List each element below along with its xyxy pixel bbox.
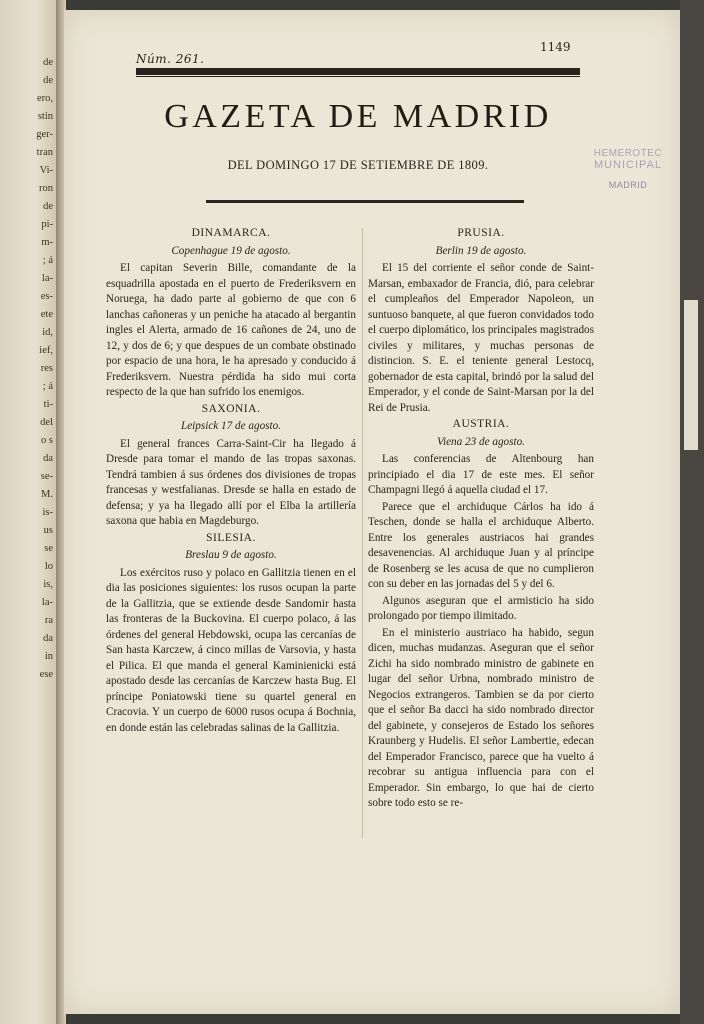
section-dateline: Copenhague 19 de agosto. [171, 244, 291, 257]
column-divider [362, 228, 363, 838]
section-heading: SAXONIA. [201, 402, 261, 415]
section-dateline: Leipsick 17 de agosto. [180, 420, 282, 432]
dateline-rule [206, 200, 524, 203]
section-heading: PRUSIA. [457, 227, 505, 239]
edge-fragment: ero, [36, 93, 53, 104]
edge-fragment: in [44, 651, 53, 662]
edge-fragment: ief, [39, 345, 53, 356]
right-column [368, 226, 594, 813]
edge-fragment: us [43, 525, 53, 536]
article-paragraph: En el ministerio austriaco ha habido, segun dicen, muchas mudanzas. Aseguran que el señor Zichi ha sido nombrado ministro de gabinete en lugar del señor Urbna, nombrado ministro de Negocios extrangeros. Tambien se da por cierto que el señor Ba dacci ha sido nombrado director del gabinete, y consejeros de Estado los señores Kraunberg y Hudelis. El señor Lambertie, edecan del Emperador Francisco, parece que ha vuelto á recobrar su antigua influencia para con el Emperador. Sin embargo, lo que hai de cierto sobre todo esto se re- [368, 626, 594, 809]
edge-fragment: is- [42, 507, 53, 518]
article-paragraph: El 15 del corriente el señor conde de Saint-Marsan, embaxador de Francia, dió, para celebrar el cumpleaños del Emperador Napoleon, un suntuoso banquete, al que fueron convidados todo el cuerpo diplomático, los principales magistrados civiles y militares, y muchas personas de distincion. S. E. el teniente general Lestocq, gobernador de esta capital, brindó por la salud del Emperador, y el conde de Saint-Marsan por la del Rei de Prusia. [368, 262, 594, 414]
edge-fragment: de [43, 201, 53, 212]
article-paragraph: Los exércitos ruso y polaco en Gallitzia tienen en el dia las posiciones siguientes: los rusos ocupan la parte de la Gallitzia, que se extiende desde Sandomir hasta las fronteras de la Buckovina. El cuerpo polaco, á las órdenes del general Hebdowski, ocupa las cercanías de San hasta Karczew, á cinco millas de Varsovia, y hasta el Pilica. El que manda el general Kaminienicki está apostado desde las cercanías de Karczew hasta Bug. El príncipe Poniatowski tiene su quartel general en Cracovia. Y un cuerpo de 6000 rusos ocupa á Bochnia, en donde están las celebradas salinas de la Gallitzia. [106, 566, 356, 734]
edge-fragment: M. [41, 489, 53, 500]
edge-fragment: is, [43, 579, 53, 590]
masthead-title: GAZETA DE MADRID [164, 98, 552, 135]
stamp-line: MUNICIPAL [593, 159, 663, 171]
scan-border [680, 0, 704, 1024]
edge-fragment: id, [42, 327, 53, 338]
article-paragraph: El capitan Severin Bille, comandante de la esquadrilla apostada en el puerto de Frederiksvern en Noruega, ha dado parte al gobierno de que con 6 lanchas cañoneras y un peniche ha atacado al bergantin ingles el Alerta, armado de 16 cañones de 24, uno de 12, y dos de 6; y que despues de un combate obstinado por espacio de una hora, le ha apresado y conducido á Frederiksvern. Nuestra pérdida ha sido mui corta respecto de la que han sufrido los enemigos. [106, 262, 356, 398]
issue-number: Núm. 261. [136, 52, 205, 66]
edge-fragment: Vi- [39, 165, 53, 176]
article-paragraph: Parece que el archiduque Cárlos ha ido á Teschen, donde se halla el archiduque Alberto. Entre los generales austriacos hai grandes desavenencias. Al archiduque Juan y al príncipe de Rosenberg se les acusa de que no cumplieron con su deber en las jornadas del 5 y del 6. [368, 500, 594, 590]
edge-fragment: da [43, 633, 53, 644]
edge-fragment: de [43, 75, 53, 86]
section-heading: AUSTRIA. [452, 418, 510, 430]
edge-fragment: lo [44, 561, 53, 572]
edge-fragment: la- [41, 597, 53, 608]
edge-fragment: o s [41, 435, 53, 446]
issue-dateline: DEL DOMINGO 17 DE SETIEMBRE DE 1809. [227, 158, 489, 172]
edge-fragment: pi- [41, 219, 53, 230]
edge-fragment: ger- [36, 129, 53, 140]
edge-fragment: res [40, 363, 53, 374]
edge-fragment: del [40, 417, 53, 428]
edge-fragment: ete [40, 309, 53, 320]
edge-fragment: ese [39, 669, 53, 680]
edge-fragment: se- [40, 471, 53, 482]
section-dateline: Breslau 9 de agosto. [185, 549, 277, 561]
edge-fragment: de [43, 57, 53, 68]
left-column [106, 226, 356, 737]
page-number: 1149 [540, 40, 571, 54]
section-heading: DINAMARCA. [191, 227, 271, 239]
edge-fragment: es- [40, 291, 53, 302]
edge-fragment: m- [41, 237, 53, 248]
edge-fragment: se [44, 543, 53, 554]
header-rule [136, 68, 580, 75]
edge-fragment: ; á [42, 255, 53, 266]
edge-fragment: ra [44, 615, 53, 626]
edge-fragment: stin [37, 111, 53, 122]
section-heading: SILESIA. [206, 531, 256, 544]
article-paragraph: El general frances Carra-Saint-Cir ha llegado á Dresde para tomar el mando de las tropas saxonas. Tendrá tambien á sus órdenes dos divisiones de tropas francesas y westfalianas. Dresde se halla en estado de defensa; y ya ha llegado allí por el Elba la artillería saxona que habia en Magdeburgo. [106, 437, 356, 527]
edge-fragment: la- [41, 273, 53, 284]
section-dateline: Berlin 19 de agosto. [435, 244, 527, 257]
article-paragraph: Las conferencias de Altenbourg han principiado el dia 17 de este mes. El señor Champagni llegó á aquella ciudad el 17. [368, 453, 594, 496]
library-stamp [588, 148, 668, 191]
section-dateline: Viena 23 de agosto. [436, 435, 526, 448]
edge-fragment: ; á [42, 381, 53, 392]
edge-fragment: tran [36, 147, 53, 158]
stamp-line: MADRID [608, 180, 648, 191]
article-paragraph: Algunos aseguran que el armisticio ha sido prolongado por tiempo ilimitado. [368, 594, 594, 622]
edge-fragment: da [43, 453, 53, 464]
facing-page-edge [0, 0, 58, 1024]
edge-fragment: ti- [43, 399, 53, 410]
stamp-line: HEMEROTEC [593, 148, 663, 159]
edge-fragment: ron [39, 183, 53, 194]
